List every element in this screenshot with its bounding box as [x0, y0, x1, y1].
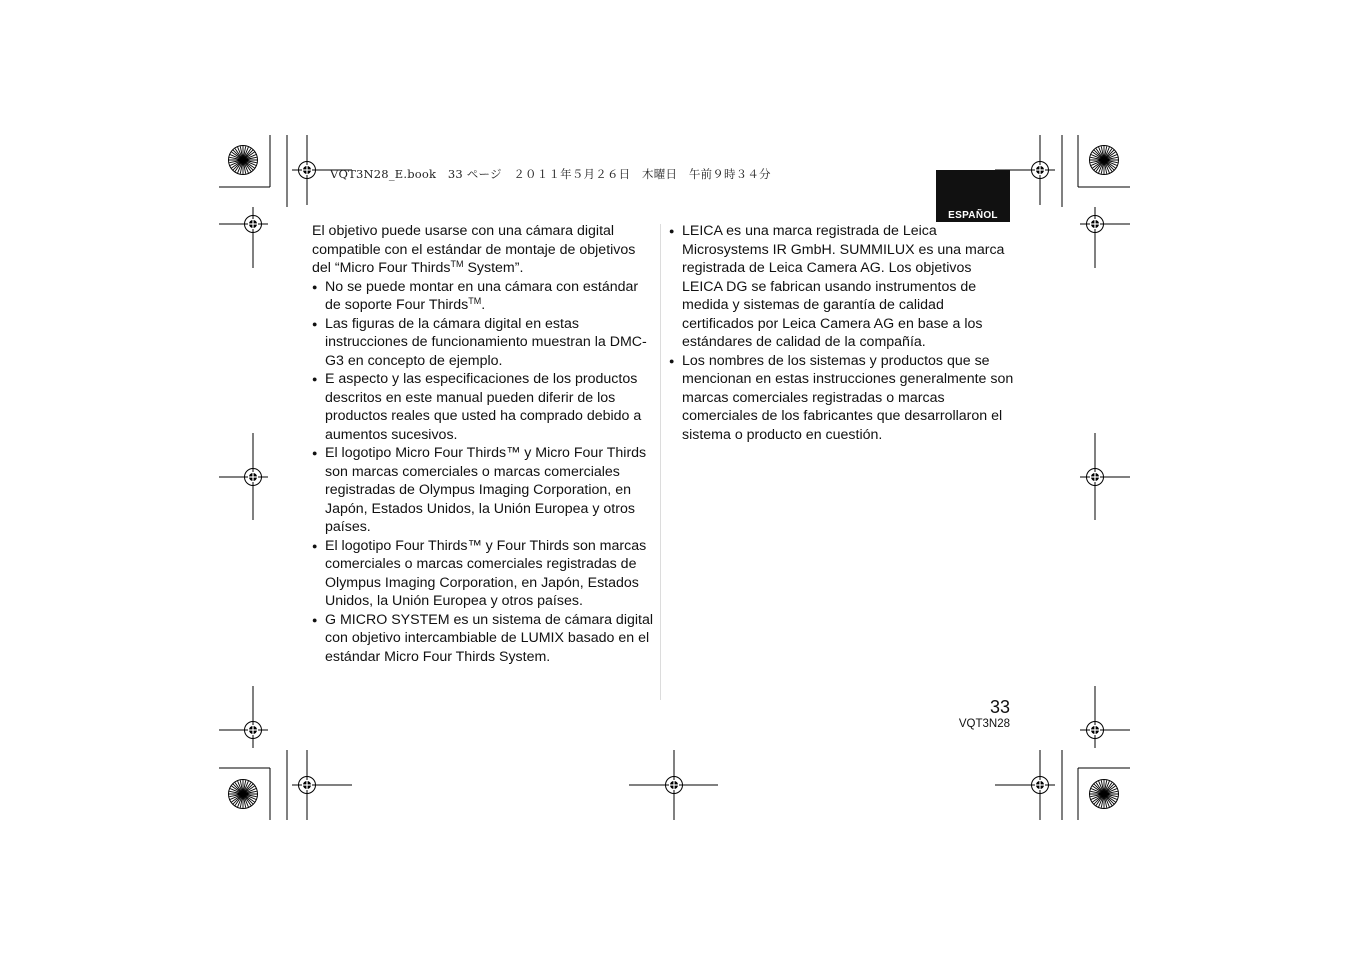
language-section-tab: [936, 170, 1010, 222]
list-item: ● G MICRO SYSTEM es un sistema de cámara digital con objetivo intercambiable de LUMIX basado en el estándar Micro Four Thirds System.: [312, 611, 654, 667]
language-tab-label: ESPAÑOL: [948, 210, 998, 221]
file-info-header: VQT3N28_E.book 33 ページ ２０１１年５月２６日 木曜日 午前９時３４分: [330, 167, 771, 181]
list-item: ● Las figuras de la cámara digital en estas instrucciones de funcionamiento muestran la DMC-G3 en concepto de ejemplo.: [312, 315, 654, 371]
list-item: ● No se puede montar en una cámara con estándar de soporte Four Thirds™.: [312, 278, 654, 315]
right-bullet-list: [669, 222, 1014, 444]
document-code: VQT3N28: [958, 718, 1010, 730]
trademark-sup: TM: [468, 296, 482, 306]
right-column: [669, 222, 1014, 444]
list-item: ● Los nombres de los sistemas y productos que se mencionan en estas instrucciones generalmente son marcas comerciales registradas o marcas comerciales de los fabricantes que desarrollaron el sistema o producto en cuestión.: [669, 352, 1014, 445]
trademark-sup: TM: [450, 259, 464, 269]
list-item: ● E aspecto y las especificaciones de los productos descritos en este manual pueden diferir de los productos reales que usted ha comprado debido a aumentos sucesivos.: [312, 370, 654, 444]
intro-paragraph: El objetivo puede usarse con una cámara digital compatible con el estándar de montaje de objetivos del “Micro Four Thirds™ System”.: [312, 223, 636, 276]
list-item: ● El logotipo Micro Four Thirds™ y Micro Four Thirds son marcas comerciales o marcas comerciales registradas de Olympus Imaging Corporation, en Japón, Estados Unidos, la Unión Europea y otros países.: [312, 444, 654, 537]
column-divider: [660, 224, 661, 700]
page-number: 33: [989, 697, 1010, 717]
left-column: [312, 222, 654, 666]
left-bullet-list: [312, 278, 654, 667]
list-item: ● LEICA es una marca registrada de Leica Microsystems IR GmbH. SUMMILUX es una marca registrada de Leica Camera AG. Los objetivos LEICA DG se fabrican usando instrumentos de medida y sistemas de garantía de calidad certificados por Leica Camera AG en base a los estándares de calidad de la compañía.: [669, 222, 1014, 352]
list-item: ● El logotipo Four Thirds™ y Four Thirds son marcas comerciales o marcas comerciales registradas de Olympus Imaging Corporation, en Japón, Estados Unidos, la Unión Europea y otros países.: [312, 537, 654, 611]
